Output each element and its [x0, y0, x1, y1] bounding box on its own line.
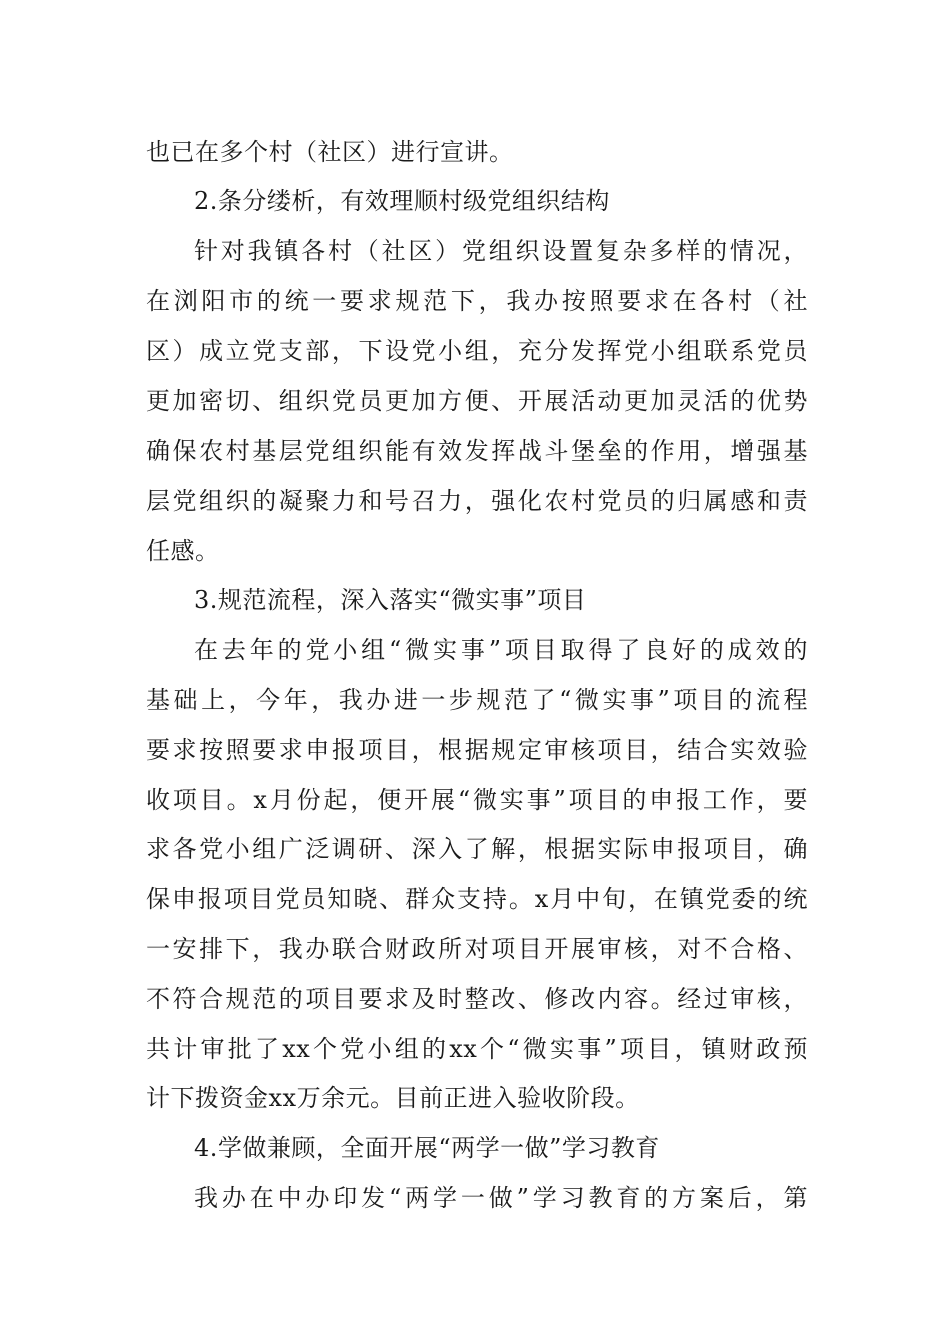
paragraph-line: 不符合规范的项目要求及时整改、修改内容。经过审核，: [146, 985, 808, 1013]
paragraph-line: 共计审批了xx个党小组的xx个“微实事”项目，镇财政预: [146, 1035, 808, 1063]
section-heading: 4.学做兼顾，全面开展“两学一做”学习教育: [194, 1134, 660, 1162]
paragraph-line: 也已在多个村（社区）进行宣讲。: [146, 138, 514, 166]
paragraph-line: 我办在中办印发“两学一做”学习教育的方案后，第: [194, 1184, 808, 1212]
paragraph-line: 任感。: [146, 537, 220, 565]
paragraph-line: 保申报项目党员知晓、群众支持。x月中旬，在镇党委的统: [146, 885, 808, 913]
paragraph-line: 在浏阳市的统一要求规范下，我办按照要求在各村（社: [146, 287, 808, 315]
paragraph-line: 收项目。x月份起，便开展“微实事”项目的申报工作，要: [146, 786, 808, 814]
paragraph-line: 求各党小组广泛调研、深入了解，根据实际申报项目，确: [146, 835, 808, 863]
paragraph-line: 在去年的党小组“微实事”项目取得了良好的成效的: [194, 636, 808, 664]
paragraph-line: 确保农村基层党组织能有效发挥战斗堡垒的作用，增强基: [146, 437, 808, 465]
section-heading: 2.条分缕析，有效理顺村级党组织结构: [194, 187, 610, 215]
paragraph-line: 基础上，今年，我办进一步规范了“微实事”项目的流程: [146, 686, 808, 714]
paragraph-line: 计下拨资金xx万余元。目前正进入验收阶段。: [146, 1084, 640, 1112]
paragraph-line: 一安排下，我办联合财政所对项目开展审核，对不合格、: [146, 935, 808, 963]
paragraph-line: 针对我镇各村（社区）党组织设置复杂多样的情况，: [194, 237, 808, 265]
paragraph-line: 层党组织的凝聚力和号召力，强化农村党员的归属感和责: [146, 487, 808, 515]
paragraph-line: 更加密切、组织党员更加方便、开展活动更加灵活的优势: [146, 387, 808, 415]
paragraph-line: 要求按照要求申报项目，根据规定审核项目，结合实效验: [146, 736, 808, 764]
section-heading: 3.规范流程，深入落实“微实事”项目: [194, 586, 587, 614]
paragraph-line: 区）成立党支部，下设党小组，充分发挥党小组联系党员: [146, 337, 808, 365]
